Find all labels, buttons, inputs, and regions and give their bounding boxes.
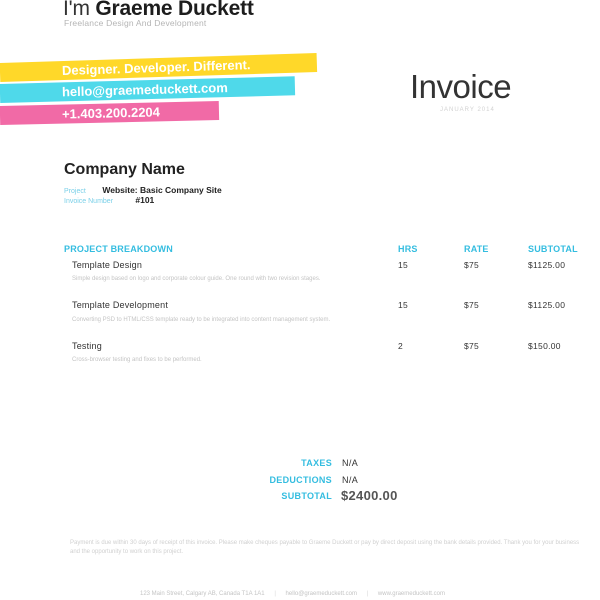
project-line	[64, 185, 222, 195]
brand-tagline: Freelance Design And Development	[64, 18, 207, 28]
row-title: Testing	[72, 341, 102, 351]
row-description: Simple design based on logo and corporate colour guide. One round with two revision stages.	[72, 276, 321, 282]
brand-greeting: I'm	[63, 0, 90, 20]
row-hrs: 15	[398, 300, 409, 310]
footer-divider: |	[366, 591, 369, 597]
subtotal-value: $2400.00	[341, 488, 398, 503]
deductions-value: N/A	[342, 475, 359, 485]
header-subtotal: SUBTOTAL	[528, 244, 578, 254]
footer-email[interactable]: hello@graemeduckett.com	[285, 591, 358, 597]
company-name: Company Name	[64, 161, 185, 178]
row-subtotal: $1125.00	[528, 300, 566, 310]
project-label: Project	[64, 188, 86, 195]
row-hrs: 15	[398, 260, 409, 270]
footer-divider: |	[274, 591, 276, 597]
taxes-value: N/A	[342, 458, 359, 468]
invoice-number-value: #101	[135, 195, 155, 205]
header-rate: RATE	[464, 244, 489, 254]
invoice-date: JANUARY 2014	[440, 107, 495, 113]
footer-address: 123 Main Street, Calgary AB, Canada T1A 1A1	[140, 591, 265, 597]
phone-ribbon[interactable]: +1.403.200.2204	[0, 101, 219, 125]
row-title: Template Development	[72, 300, 169, 310]
slogan-ribbon: Designer. Developer. Different.	[0, 53, 317, 82]
invoice-title: Invoice	[410, 68, 512, 105]
header-project-breakdown: PROJECT BREAKDOWN	[64, 244, 173, 254]
footer-contact	[140, 591, 560, 597]
footer-website[interactable]: www.graemeduckett.com	[377, 591, 445, 597]
row-description: Cross-browser testing and fixes to be performed.	[72, 357, 202, 363]
row-rate: $75	[464, 260, 480, 270]
invoice-number-line	[64, 195, 154, 205]
row-subtotal: $1125.00	[528, 260, 566, 270]
brand-person-name: Graeme Duckett	[95, 0, 254, 20]
row-description: Converting PSD to HTML/CSS template ready to be integrated into content management system.	[72, 317, 331, 323]
subtotal-label: SUBTOTAL	[281, 491, 332, 501]
row-rate: $75	[464, 341, 480, 351]
email-ribbon[interactable]: hello@graemeduckett.com	[0, 76, 295, 103]
row-subtotal: $150.00	[528, 341, 561, 351]
payment-terms: Payment is due within 30 days of receipt of this invoice. Please make cheques payable to Graeme Duckett or pay by direct deposit using the bank details provided. Thank you for your business and the opportunity to work on this project.	[70, 540, 580, 555]
project-value: Website: Basic Company Site	[102, 185, 222, 195]
row-rate: $75	[464, 300, 480, 310]
row-hrs: 2	[398, 341, 404, 351]
row-title: Template Design	[72, 260, 143, 270]
taxes-label: TAXES	[301, 458, 332, 468]
header-hrs: HRS	[398, 244, 418, 254]
deductions-label: DEDUCTIONS	[269, 475, 332, 485]
invoice-number-label: Invoice Number	[64, 198, 114, 205]
